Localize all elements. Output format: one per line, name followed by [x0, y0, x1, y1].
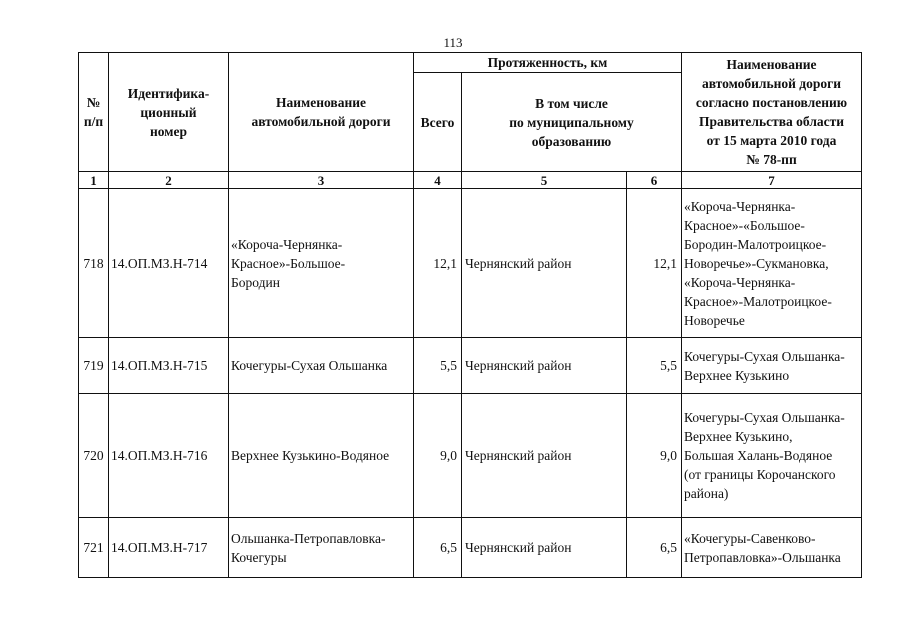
column-number: 7: [682, 172, 862, 189]
row-district: Чернянский район: [462, 518, 627, 578]
page-number: 113: [443, 35, 463, 50]
column-number: 2: [109, 172, 229, 189]
row-resolution-name: «Кочегуры-Савенково- Петропавловка»-Ольшанка: [682, 518, 862, 578]
column-number: 6: [627, 172, 682, 189]
row-district: Чернянский район: [462, 394, 627, 518]
row-total-km: 12,1: [414, 189, 462, 338]
table-row: [79, 189, 862, 338]
header-num: № п/п: [79, 53, 109, 172]
row-id: 14.ОП.МЗ.Н-717: [109, 518, 229, 578]
row-num: 721: [79, 518, 109, 578]
column-number: 1: [79, 172, 109, 189]
row-id: 14.ОП.МЗ.Н-716: [109, 394, 229, 518]
row-road-name: Верхнее Кузькино-Водяное: [229, 394, 414, 518]
header-municipal: В том числе по муниципальному образованию: [462, 73, 682, 172]
row-district-km: 9,0: [627, 394, 682, 518]
row-id: 14.ОП.МЗ.Н-714: [109, 189, 229, 338]
row-district-km: 12,1: [627, 189, 682, 338]
row-num: 719: [79, 338, 109, 394]
row-total-km: 6,5: [414, 518, 462, 578]
header-id: Идентифика- ционный номер: [109, 53, 229, 172]
header-road-name: Наименование автомобильной дороги: [229, 53, 414, 172]
table-row: [79, 518, 862, 578]
row-id: 14.ОП.МЗ.Н-715: [109, 338, 229, 394]
row-resolution-name: Кочегуры-Сухая Ольшанка- Верхнее Кузькино: [682, 338, 862, 394]
row-district: Чернянский район: [462, 189, 627, 338]
row-road-name: Ольшанка-Петропавловка- Кочегуры: [229, 518, 414, 578]
row-num: 720: [79, 394, 109, 518]
row-road-name: «Короча-Чернянка- Красное»-Большое- Бородин: [229, 189, 414, 338]
column-number: 5: [462, 172, 627, 189]
row-resolution-name: Кочегуры-Сухая Ольшанка- Верхнее Кузькино, Большая Халань-Водяное (от границы Корочанского района): [682, 394, 862, 518]
header-length-group: Протяженность, км: [414, 53, 682, 73]
column-number: 4: [414, 172, 462, 189]
header-total: Всего: [414, 73, 462, 172]
column-number: 3: [229, 172, 414, 189]
roads-table: [78, 52, 862, 578]
row-road-name: Кочегуры-Сухая Ольшанка: [229, 338, 414, 394]
table-row: [79, 338, 862, 394]
row-total-km: 5,5: [414, 338, 462, 394]
row-district-km: 5,5: [627, 338, 682, 394]
row-resolution-name: «Короча-Чернянка- Красное»-«Большое- Бородин-Малотроицкое- Новоречье»-Сукмановка, «Короча-Чернянка- Красное»-Малотроицкое- Новоречье: [682, 189, 862, 338]
row-num: 718: [79, 189, 109, 338]
row-district: Чернянский район: [462, 338, 627, 394]
header-resolution-name: Наименование автомобильной дороги согласно постановлению Правительства области от 15 марта 2010 года № 78-пп: [682, 53, 862, 172]
row-district-km: 6,5: [627, 518, 682, 578]
table-row: [79, 394, 862, 518]
row-total-km: 9,0: [414, 394, 462, 518]
